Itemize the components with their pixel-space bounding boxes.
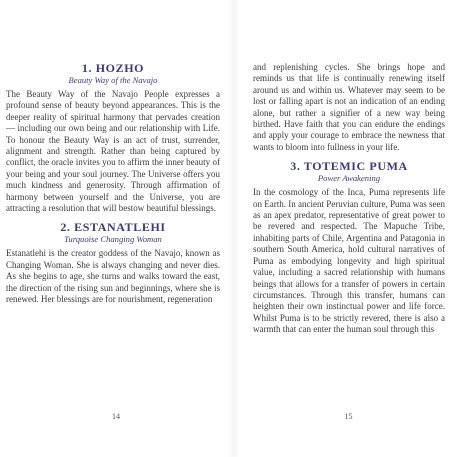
section-title: 2. ESTANATLEHI bbox=[60, 220, 166, 235]
section-hozho bbox=[6, 62, 220, 214]
right-page bbox=[240, 0, 457, 457]
section-subtitle: Power Awakening bbox=[317, 173, 381, 184]
section-title: 3. TOTEMIC PUMA bbox=[290, 159, 408, 174]
section-body: Estanatlehi is the creator goddess of the Navajo, known as Changing Woman. She is always changing and never dies. As she begins to age, she turns and walks toward the east, the direction of the rising sun and beginnings, where she is renewed. Her blessings are for nourishment, regeneration bbox=[6, 248, 220, 305]
section-estanatlehi bbox=[6, 221, 220, 305]
continued-text: and replenishing cycles. She brings hope and reminds us that life is continually renewing itself around us and within us. Whatever may seem to be lost or falling apart is not an indication of an ending alone, but rather a signifier of a new way being birthed. Have faith that you can endure the endings and apply your courage to embrace the newness that wants to bloom into fullness in your life. bbox=[253, 62, 445, 152]
section-subtitle: Beauty Way of the Navajo bbox=[68, 75, 158, 85]
book-gutter bbox=[228, 0, 240, 457]
left-page bbox=[0, 0, 228, 457]
left-page-body bbox=[0, 62, 228, 306]
section-totemic-puma bbox=[253, 160, 445, 335]
right-page-body bbox=[240, 62, 457, 336]
section-title: 1. HOZHO bbox=[81, 61, 145, 75]
section-subtitle: Turquoise Changing Woman bbox=[64, 234, 162, 245]
section-body: The Beauty Way of the Navajo People expresses a profound sense of beauty beyond appearances. This is the deeper reality of spiritual harmony that pervades creation — including our own being and our relationship with Life. To honour the Beauty Way is an act of trust, surrender, alignment and strength. Rather than being captured by conflict, the oracle invites you to affirm the inner beauty of your being and your soul journey. The Universe offers you much kindness and generosity. Through affirmation of harmony between yourself and the Universe, you are attracting a resolution that will bestow beautiful blessings. bbox=[6, 89, 220, 214]
section-body: In the cosmology of the Inca, Puma represents life on Earth. In ancient Peruvian culture, Puma was seen as an apex predator, representative of great power to be revered and respected. The Mapuche Tribe, inhabiting parts of Chile, Argentina and Patagonia in southern South America, hold cultural narratives of Puma as embodying longevity and high spiritual value, including a sacred relationship with humans beings that allows for a transfer of powers in certain circumstances. Through this transfer, humans can heighten their own instinctual power and life force. Whilst Puma is to be strictly revered, there is also a warmth that can enter the human soul through this bbox=[253, 187, 445, 335]
page-number: 15 bbox=[344, 412, 353, 421]
page-number: 14 bbox=[112, 412, 120, 421]
